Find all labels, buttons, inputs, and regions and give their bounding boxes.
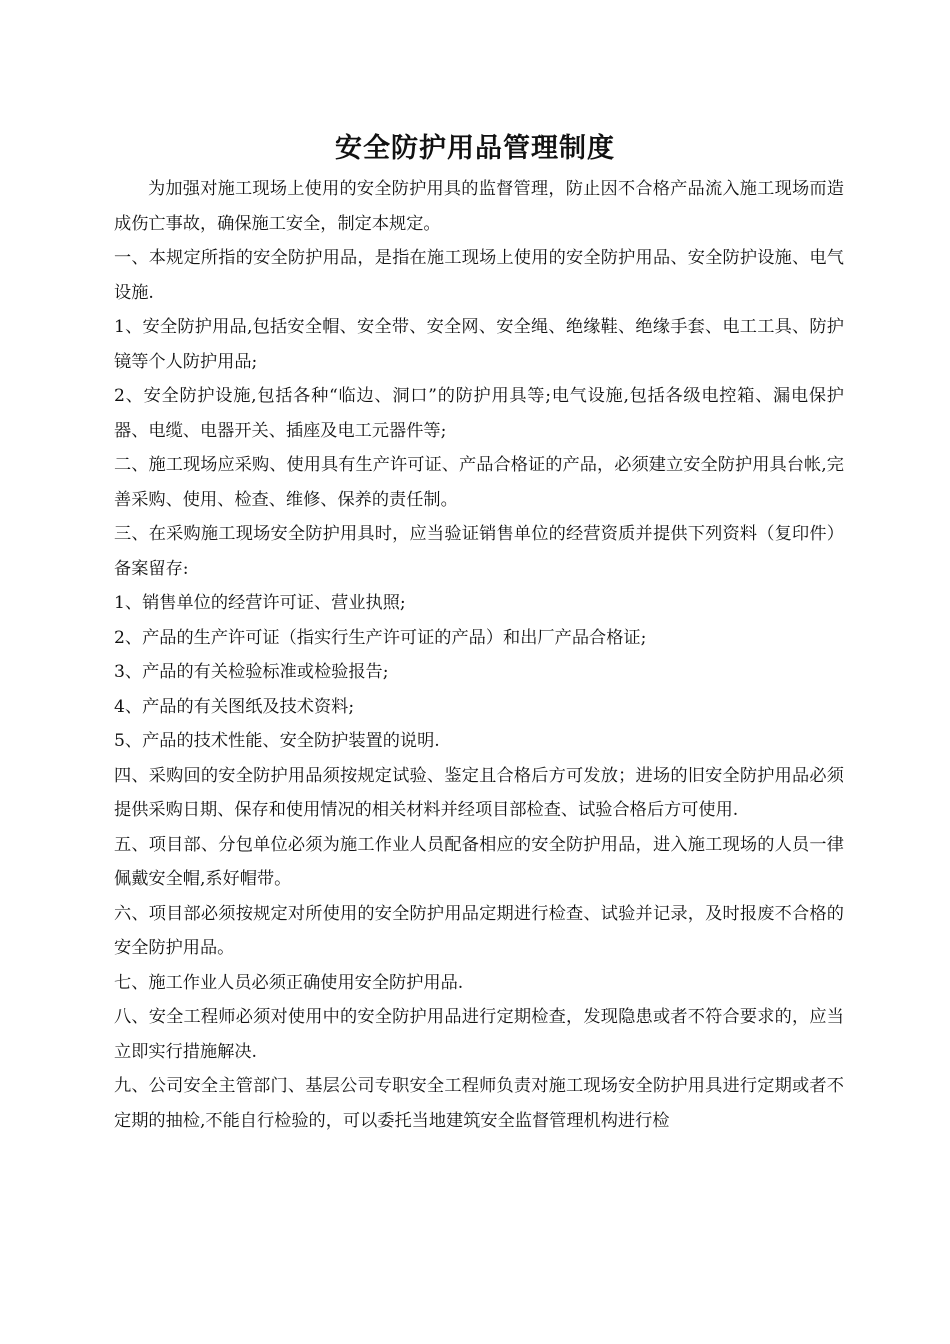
paragraph-intro: 为加强对施工现场上使用的安全防护用具的监督管理，防止因不合格产品流入施工现场而造成伤亡事故，确保施工安全，制定本规定。 (114, 179, 844, 234)
paragraph-section-6: 六、项目部必须按规定对所使用的安全防护用品定期进行检查、试验并记录，及时报废不合格的安全防护用品。 (114, 903, 844, 958)
paragraph-section-3-item-1: 1、销售单位的经营许可证、营业执照; (114, 593, 406, 613)
paragraph-section-3-item-4: 4、产品的有关图纸及技术资料; (114, 696, 355, 717)
document-body (114, 172, 844, 1138)
paragraph-section-8: 八、安全工程师必须对使用中的安全防护用品进行定期检查，发现隐患或者不符合要求的，应当立即实行措施解决. (114, 1007, 844, 1062)
paragraph-section-4: 四、采购回的安全防护用品须按规定试验、鉴定且合格后方可发放；进场的旧安全防护用品必须提供采购日期、保存和使用情况的相关材料并经项目部检查、试验合格后方可使用. (114, 765, 844, 820)
paragraph-section-2: 二、施工现场应采购、使用具有生产许可证、产品合格证的产品，必须建立安全防护用具台帐,完善采购、使用、检查、维修、保养的责任制。 (114, 455, 844, 510)
paragraph-section-3: 三、在采购施工现场安全防护用具时，应当验证销售单位的经营资质并提供下列资料（复印件）备案留存: (114, 524, 844, 579)
paragraph-section-1: 一、本规定所指的安全防护用品，是指在施工现场上使用的安全防护用品、安全防护设施、电气设施. (114, 248, 844, 303)
paragraph-section-3-item-5: 5、产品的技术性能、安全防护装置的说明. (114, 731, 440, 751)
document-title: 安全防护用品管理制度 (335, 133, 615, 164)
paragraph-section-9: 九、公司安全主管部门、基层公司专职安全工程师负责对施工现场安全防护用具进行定期或者不定期的抽检,不能自行检验的，可以委托当地建筑安全监督管理机构进行检 (114, 1076, 844, 1131)
paragraph-section-1-item-1: 1、安全防护用品,包括安全帽、安全带、安全网、安全绳、绝缘鞋、绝缘手套、电工工具、防护镜等个人防护用品; (114, 317, 844, 372)
paragraph-section-3-item-2: 2、产品的生产许可证（指实行生产许可证的产品）和出厂产品合格证; (114, 627, 647, 648)
paragraph-section-5: 五、项目部、分包单位必须为施工作业人员配备相应的安全防护用品，进入施工现场的人员一律佩戴安全帽,系好帽带。 (114, 834, 844, 889)
paragraph-section-7: 七、施工作业人员必须正确使用安全防护用品. (114, 972, 464, 993)
paragraph-section-1-item-2: 2、安全防护设施,包括各种“临边、洞口”的防护用具等;电气设施,包括各级电控箱、漏电保护器、电缆、电器开关、插座及电工元器件等; (114, 386, 844, 441)
paragraph-section-3-item-3: 3、产品的有关检验标准或检验报告; (114, 662, 389, 682)
